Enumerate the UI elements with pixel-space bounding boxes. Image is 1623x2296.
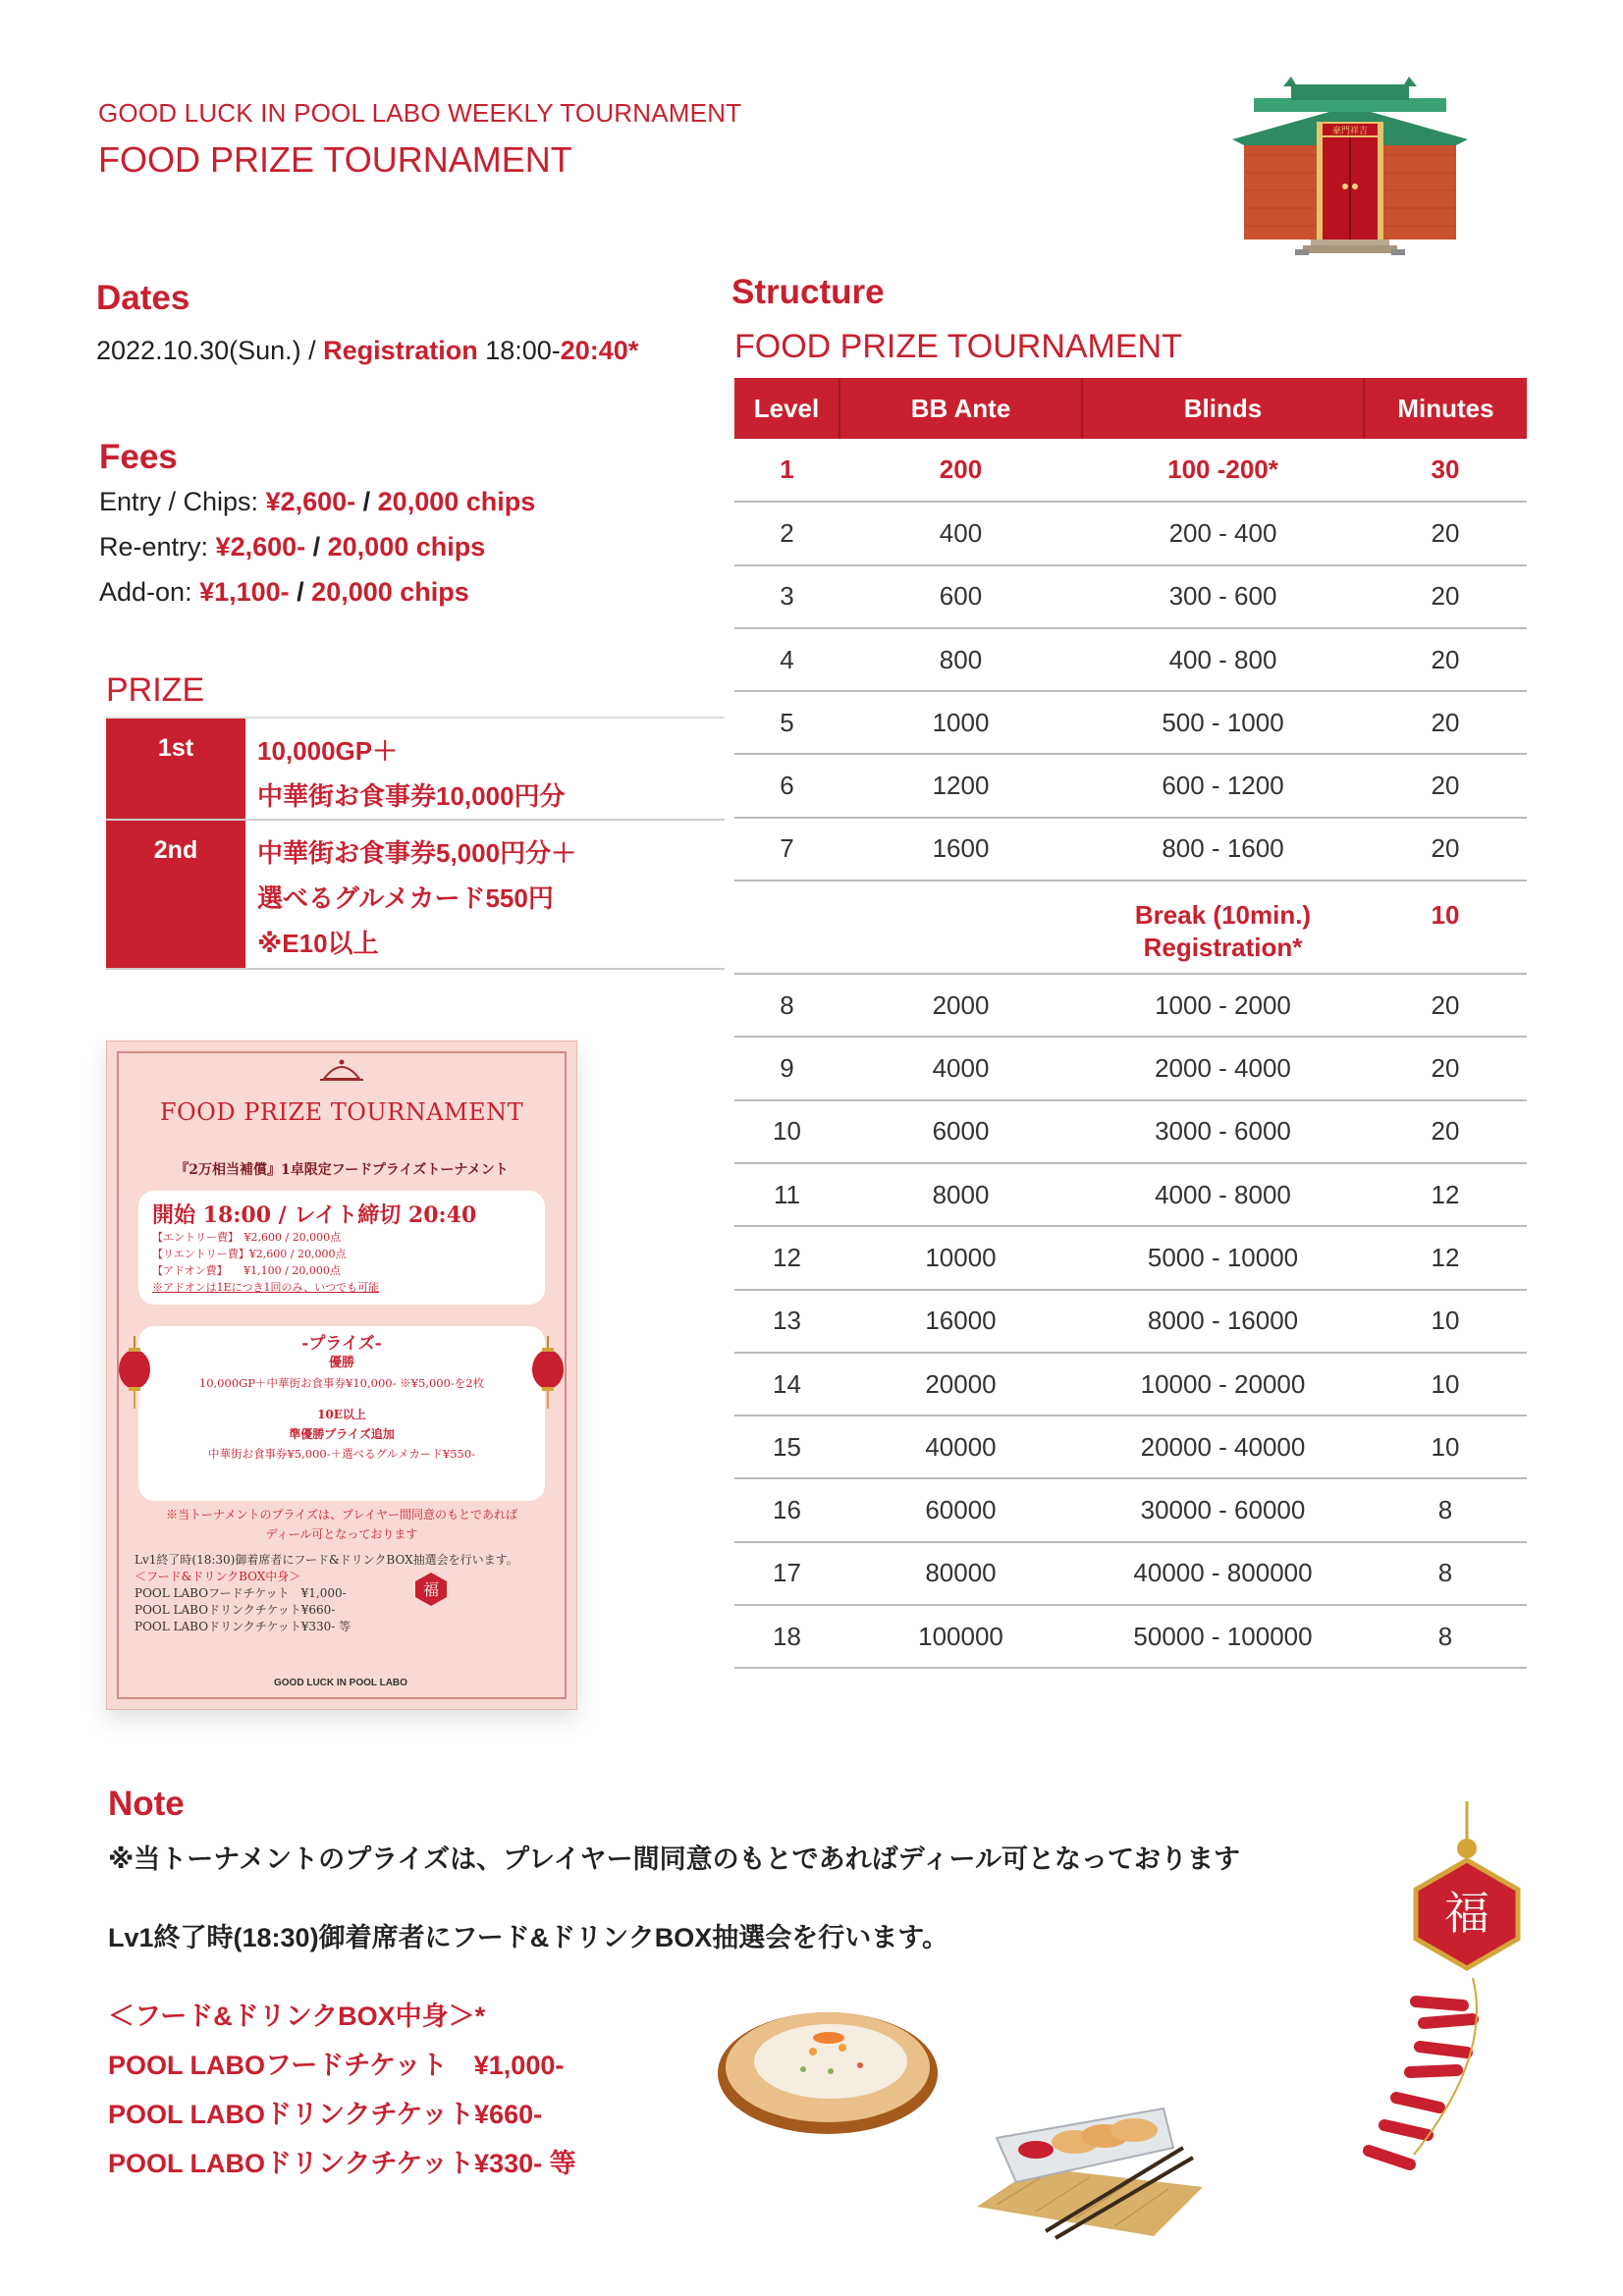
flyer-condition: 10E以上 [317, 1408, 366, 1421]
prize-rank: 2nd [106, 821, 245, 968]
flyer-schedule-box [138, 1191, 545, 1305]
fortune-seal-icon [413, 1572, 449, 1607]
fee-reentry-price: ¥2,600- [215, 532, 306, 561]
cell-blinds: 50000 - 100000 [1082, 1605, 1364, 1668]
cell-level: 18 [734, 1605, 839, 1668]
cell-minutes: 20 [1364, 1100, 1527, 1163]
fee-reentry-label: Re-entry: [99, 532, 216, 561]
structure-row [734, 974, 1527, 1037]
cell-bb-ante: 800 [839, 628, 1082, 691]
note-heading: Note [108, 1785, 185, 1823]
header-subtitle: GOOD LUCK IN POOL LABO WEEKLY TOURNAMENT [98, 98, 742, 128]
registration-end: 20:40* [560, 336, 639, 365]
flyer-fee-note: ※アドオンは1Eにつき1回のみ、いつでも可能 [152, 1281, 380, 1294]
cell-bb-ante [839, 881, 1082, 974]
cell-blinds: 2000 - 4000 [1082, 1037, 1364, 1099]
prize-description [245, 719, 725, 819]
flyer-prize-box [138, 1326, 545, 1501]
dates-line [96, 336, 638, 366]
fee-addon-price: ¥1,100- [199, 577, 290, 607]
structure-heading: Structure [731, 273, 885, 311]
cell-blinds: 30000 - 60000 [1082, 1478, 1364, 1541]
structure-row [734, 818, 1527, 881]
flyer-seal-char: 福 [422, 1580, 440, 1599]
flyer-note-line: ディール可となっております [265, 1527, 418, 1541]
cell-bb-ante: 1000 [839, 691, 1082, 754]
flyer-fee: 【エントリー費】 ¥2,600 / 20,000点 [152, 1231, 342, 1244]
cell-minutes: 8 [1364, 1542, 1527, 1605]
temple-illustration [1232, 77, 1468, 258]
structure-row [734, 1353, 1527, 1415]
prize-line: 選べるグルメカード550円 [257, 883, 554, 913]
cell-level: 6 [734, 754, 839, 817]
cell-minutes: 12 [1364, 1226, 1527, 1289]
cell-blinds: 1000 - 2000 [1082, 974, 1364, 1037]
registration-label: Registration [323, 336, 478, 365]
fee-addon [99, 577, 469, 608]
cell-minutes: 20 [1364, 691, 1527, 754]
prize-line: 中華街お食事券5,000円分＋ [257, 838, 577, 868]
cell-bb-ante: 16000 [839, 1290, 1082, 1353]
fee-entry-chips: 20,000 chips [377, 487, 536, 516]
flyer-runner-prize: 中華街お食事券¥5,000-＋選べるグルメカード¥550- [207, 1447, 476, 1461]
flyer-box-item: POOL LABOドリンクチケット¥660- [135, 1603, 336, 1617]
dumplings-illustration [957, 2069, 1222, 2241]
prize-line: ※E10以上 [257, 929, 379, 958]
cell-minutes: 20 [1364, 502, 1527, 564]
structure-row [734, 1542, 1527, 1605]
cell-minutes: 10 [1364, 1290, 1527, 1353]
fee-entry [99, 487, 535, 517]
note-box-item: POOL LABOフードチケット ¥1,000- [108, 2051, 565, 2080]
lantern-right-icon [524, 1336, 571, 1415]
cell-blinds: 300 - 600 [1082, 565, 1364, 628]
prize-description [245, 821, 725, 968]
cell-minutes: 8 [1364, 1605, 1527, 1668]
prize-row-1st [106, 719, 725, 821]
flyer-lottery-info [135, 1552, 518, 1635]
flyer-deal-note [136, 1505, 547, 1544]
cell-level: 9 [734, 1037, 839, 1099]
cell-bb-ante: 600 [839, 565, 1082, 628]
cell-level: 12 [734, 1226, 839, 1289]
structure-row [734, 1290, 1527, 1353]
structure-row [734, 565, 1527, 628]
fee-sep: / [289, 577, 312, 607]
cell-blinds: 200 - 400 [1082, 502, 1364, 564]
flyer-fee: 【リエントリー費】¥2,600 / 20,000点 [152, 1248, 347, 1260]
note-deal: ※当トーナメントのプライズは、プレイヤー間同意のもとであればディール可となっております [108, 1844, 1240, 1874]
cell-bb-ante: 4000 [839, 1037, 1082, 1099]
fee-addon-chips: 20,000 chips [311, 577, 469, 607]
registration-start: 18:00- [477, 336, 561, 365]
cell-blinds: 10000 - 20000 [1082, 1353, 1364, 1415]
flyer-runner-label: 準優勝プライズ追加 [289, 1427, 395, 1441]
cell-blinds: 600 - 1200 [1082, 754, 1364, 817]
cell-minutes: 12 [1364, 1163, 1527, 1226]
cloche-icon [318, 1055, 365, 1085]
flyer-title: FOOD PRIZE TOURNAMENT [159, 1098, 524, 1126]
cell-minutes: 20 [1364, 974, 1527, 1037]
cell-bb-ante: 10000 [839, 1226, 1082, 1289]
cell-bb-ante: 40000 [839, 1415, 1082, 1478]
flyer-start: 開始 18:00 / レイト締切 20:40 [152, 1202, 477, 1228]
fee-reentry-chips: 20,000 chips [327, 532, 486, 561]
flyer-fee: 【アドオン費】 ¥1,100 / 20,000点 [152, 1264, 341, 1277]
structure-row [734, 691, 1527, 754]
col-minutes: Minutes [1364, 378, 1527, 439]
note-box-item: POOL LABOドリンクチケット¥330- 等 [108, 2149, 576, 2178]
structure-row [734, 1037, 1527, 1099]
fortune-ornament-illustration [1345, 1801, 1542, 2174]
flyer-lottery-line: Lv1終了時(18:30)御着席者にフード&ドリンクBOX抽選会を行います。 [135, 1553, 518, 1567]
cell-level [734, 881, 839, 974]
cell-blinds: 500 - 1000 [1082, 691, 1364, 754]
cell-minutes: 30 [1364, 439, 1527, 502]
fee-entry-label: Entry / Chips: [99, 487, 266, 516]
cell-level: 3 [734, 565, 839, 628]
cell-minutes: 20 [1364, 565, 1527, 628]
cell-minutes: 10 [1364, 1415, 1527, 1478]
header-title: FOOD PRIZE TOURNAMENT [98, 139, 572, 180]
cell-bb-ante: 20000 [839, 1353, 1082, 1415]
col-level: Level [734, 378, 839, 439]
cell-bb-ante: 80000 [839, 1542, 1082, 1605]
cell-level: 8 [734, 974, 839, 1037]
structure-subtitle: FOOD PRIZE TOURNAMENT [734, 328, 1182, 365]
temple-sign: 豪門祥吉 [1331, 127, 1369, 136]
cell-blinds: 400 - 800 [1082, 628, 1364, 691]
flyer-win-label: 優勝 [328, 1356, 354, 1370]
structure-row [734, 1478, 1527, 1541]
cell-minutes: 20 [1364, 1037, 1527, 1099]
date-text: 2022.10.30(Sun.) / [96, 336, 324, 365]
prize-line: 中華街お食事券10,000円分 [257, 781, 566, 811]
cell-level: 5 [734, 691, 839, 754]
prize-table [106, 717, 725, 970]
prize-row-2nd [106, 821, 725, 970]
cell-minutes: 20 [1364, 754, 1527, 817]
flyer-footer: GOOD LUCK IN POOL LABO [274, 1678, 407, 1688]
col-bb-ante: BB Ante [839, 378, 1082, 439]
cell-bb-ante: 6000 [839, 1100, 1082, 1163]
lantern-left-icon [111, 1336, 158, 1415]
structure-table [734, 378, 1527, 1669]
structure-header-row [734, 378, 1527, 439]
structure-row [734, 1605, 1527, 1668]
cell-bb-ante: 1200 [839, 754, 1082, 817]
cell-blinds: 3000 - 6000 [1082, 1100, 1364, 1163]
flyer-box-heading: ＜フード&ドリンクBOX中身＞ [135, 1570, 301, 1583]
prize-heading: PRIZE [106, 671, 205, 709]
structure-row [734, 1100, 1527, 1163]
flyer-box-item: POOL LABOドリンクチケット¥330- 等 [135, 1620, 352, 1633]
fee-sep: / [305, 532, 328, 561]
fee-reentry [99, 532, 485, 562]
note-lottery: Lv1終了時(18:30)御着席者にフード&ドリンクBOX抽選会を行います。 [108, 1923, 949, 1952]
structure-row [734, 502, 1527, 564]
cell-minutes: 10 [1364, 1353, 1527, 1415]
structure-row [734, 628, 1527, 691]
cell-level: 14 [734, 1353, 839, 1415]
note-box-item: POOL LABOドリンクチケット¥660- [108, 2100, 543, 2129]
fee-addon-label: Add-on: [99, 577, 200, 607]
structure-row [734, 1415, 1527, 1478]
cell-minutes: 10 [1364, 881, 1527, 974]
cell-bb-ante: 2000 [839, 974, 1082, 1037]
tournament-flyer [106, 1041, 577, 1710]
cell-bb-ante: 1600 [839, 818, 1082, 881]
cell-blinds: 20000 - 40000 [1082, 1415, 1364, 1478]
dates-heading: Dates [96, 279, 190, 317]
cell-level: 11 [734, 1163, 839, 1226]
cell-level: 16 [734, 1478, 839, 1541]
cell-level: 17 [734, 1542, 839, 1605]
cell-blinds: 8000 - 16000 [1082, 1290, 1364, 1353]
cell-level: 7 [734, 818, 839, 881]
prize-line: 10,000GP＋ [257, 736, 399, 766]
cell-minutes: 8 [1364, 1478, 1527, 1541]
cell-bb-ante: 200 [839, 439, 1082, 502]
col-blinds: Blinds [1082, 378, 1364, 439]
cell-level: 15 [734, 1415, 839, 1478]
structure-row [734, 1226, 1527, 1289]
cell-blinds: 800 - 1600 [1082, 818, 1364, 881]
cell-level: 4 [734, 628, 839, 691]
cell-bb-ante: 60000 [839, 1478, 1082, 1541]
note-box-heading: ＜フード&ドリンクBOX中身＞* [108, 2002, 486, 2031]
flyer-note-line: ※当トーナメントのプライズは、プレイヤー間同意のもとであれば [166, 1508, 517, 1522]
structure-row [734, 1163, 1527, 1226]
cell-level: 1 [734, 439, 839, 502]
flyer-subtitle: 『2万相当補償』1卓限定フードプライズトーナメント [175, 1162, 509, 1178]
structure-row [734, 754, 1527, 817]
flyer-prize-heading: -プライズ- [301, 1334, 382, 1354]
flyer-win-prize: 10,000GP＋中華街お食事券¥10,000- ※¥5,000-を2枚 [198, 1376, 485, 1390]
cell-level: 10 [734, 1100, 839, 1163]
cell-minutes: 20 [1364, 628, 1527, 691]
flyer-box-item: POOL LABOフードチケット ¥1,000- [135, 1586, 347, 1600]
cell-bb-ante: 8000 [839, 1163, 1082, 1226]
cell-bb-ante: 100000 [839, 1605, 1082, 1668]
fees-heading: Fees [99, 438, 178, 476]
cell-bb-ante: 400 [839, 502, 1082, 564]
cell-minutes: 20 [1364, 818, 1527, 881]
cell-blinds: 40000 - 800000 [1082, 1542, 1364, 1605]
cell-level: 13 [734, 1290, 839, 1353]
cell-blinds: 4000 - 8000 [1082, 1163, 1364, 1226]
fee-entry-price: ¥2,600- [265, 487, 356, 516]
cell-level: 2 [734, 502, 839, 564]
cell-blinds: 5000 - 10000 [1082, 1226, 1364, 1289]
prize-rank: 1st [106, 719, 245, 819]
cell-blinds: Break (10min.) Registration* [1082, 881, 1364, 974]
fortune-char: 福 [1444, 1887, 1489, 1940]
structure-row [734, 439, 1527, 502]
fee-sep: / [355, 487, 378, 516]
fried-rice-illustration [715, 1993, 941, 2140]
structure-row [734, 881, 1527, 974]
cell-blinds: 100 -200* [1082, 439, 1364, 502]
